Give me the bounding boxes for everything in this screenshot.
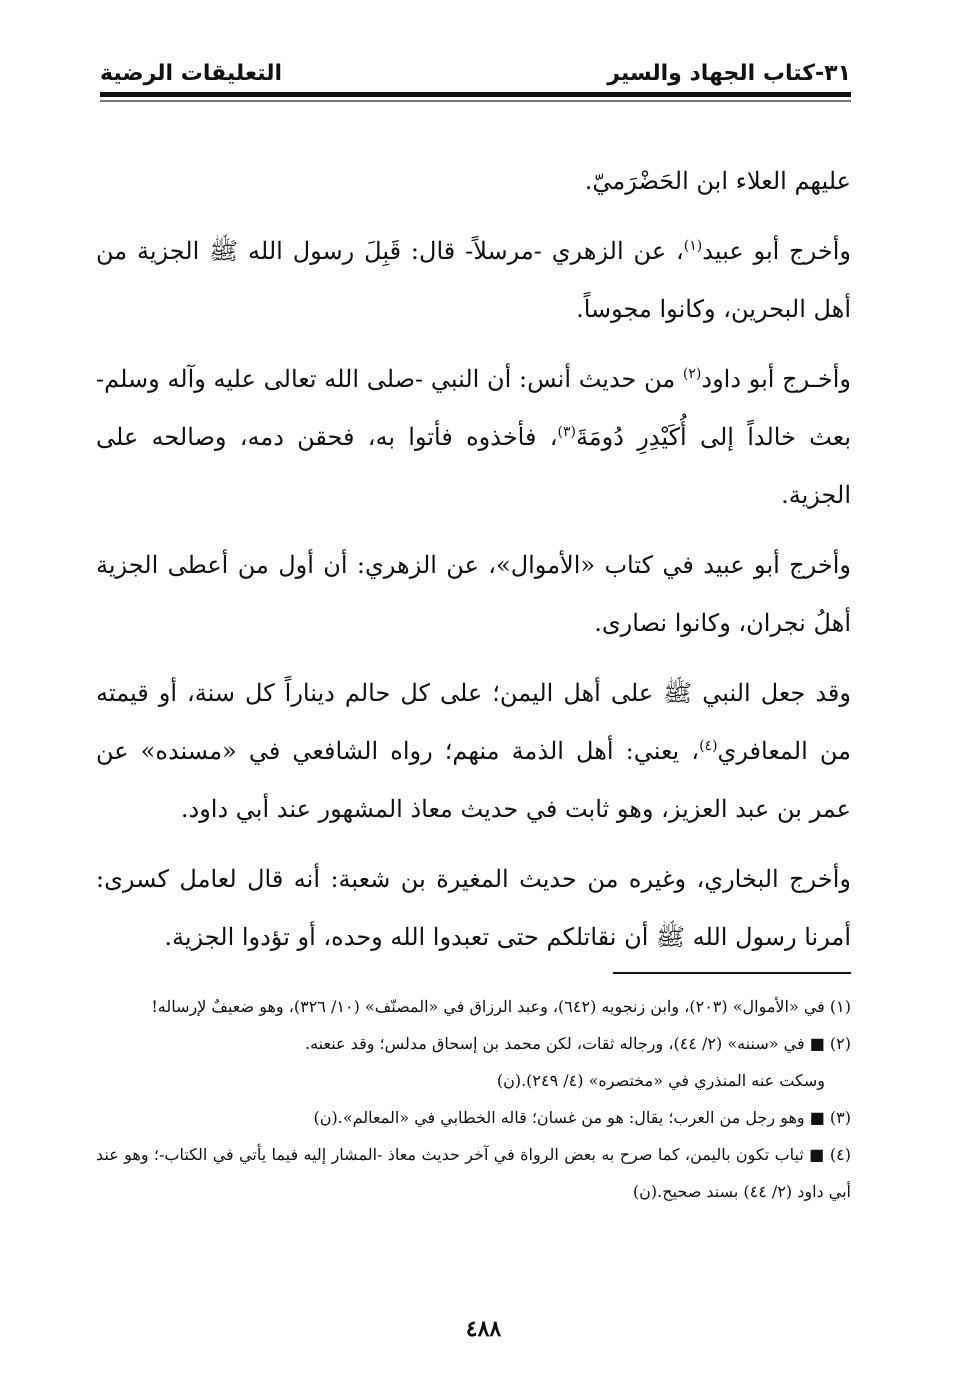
footnote-4: (٤) ■ ثياب تكون باليمن، كما صرح به بعض الرواة في آخر حديث معاذ -المشار إليه فيما يأتي في الكتاب-؛ وهو عند أبي داود (٢/ ٤٤) بسند صحيح.(ن) [96,1145,852,1201]
footnote-separator [613,972,851,974]
footnote-3: (٣) ■ وهو رجل من العرب؛ يقال: هو من غسان؛ قاله الخطابي في «المعالم».(ن) [313,1108,851,1127]
running-header [100,58,851,104]
header-rule-thin [100,100,851,102]
paragraph-3: وأخـرج أبو داود$^{(٢)}$ من حديث أنس: أن النبي -صلى الله تعالى عليه وآله وسلم- بعث خالداً إلى أُكَيْدِرِ دُومَةَ$^{(٣)}$، فأخذوه فأتوا به، فحقن دمه، وصالحه على الجزية. [96,365,852,509]
footnote-ref-4: (٤) [699,738,718,754]
paragraph-1: عليهم العلاء ابن الحَضْرَميّ. [584,167,851,195]
paragraph-4: وأخرج أبو عبيد في كتاب «الأموال»، عن الزهري: أن أول من أعطى الجزية أهلُ نجران، وكانوا نصارى. [96,551,851,637]
footnote-ref-3: (٣) [557,424,576,440]
footnote-ref-1: (١) [683,238,703,254]
paragraph-5: وقد جعل النبي ﷺ على أهل اليمن؛ على كل حالم ديناراً كل سنة، أو قيمته من المعافري$^{(٤)}$، يعني: أهل الذمة منهم؛ رواه الشافعي في «مسنده» عن عمر بن عبد العزيز، وهو ثابت في حديث معاذ المشهور عند أبي داود. [96,679,851,823]
page-number: ٤٨٨ [465,1316,502,1342]
footnote-1: (١) في «الأموال» (٢٠٣)، وابن زنجويه (٦٤٢)، وعبد الرزاق في «المصنّف» (١٠/ ٣٢٦)، وهو ضعيفٌ لإرساله! [151,997,851,1016]
paragraph-2: وأخرج أبو عبيد$^{(١)}$، عن الزهري -مرسلاً- قال: قَبِلَ رسول الله ﷺ الجزية من أهل البحرين، وكانوا مجوساً. [96,237,852,323]
footnote-ref-2: (٢) [682,366,702,382]
footnotes [96,988,851,1210]
header-rule-thick [100,92,851,97]
paragraph-6: وأخرج البخاري، وغيره من حديث المغيرة بن شعبة: أنه قال لعامل كسرى: أمرنا رسول الله ﷺ أن نقاتلكم حتى تعبدوا الله وحده، أو تؤدوا الجزية. [96,865,852,951]
footnote-2: (٢) ■ في «سننه» (٢/ ٤٤)، ورجاله ثقات، لكن محمد بن إسحاق مدلس؛ وقد عنعنه. [305,1034,851,1053]
footnote-2-continuation: وسكت عنه المنذري في «مختصره» (٤/ ٢٤٩).(ن) [496,1071,825,1090]
chapter-title: ٣١-كتاب الجهاد والسير [607,61,851,86]
main-text [96,152,851,978]
book-title: التعليقات الرضية [100,61,283,86]
